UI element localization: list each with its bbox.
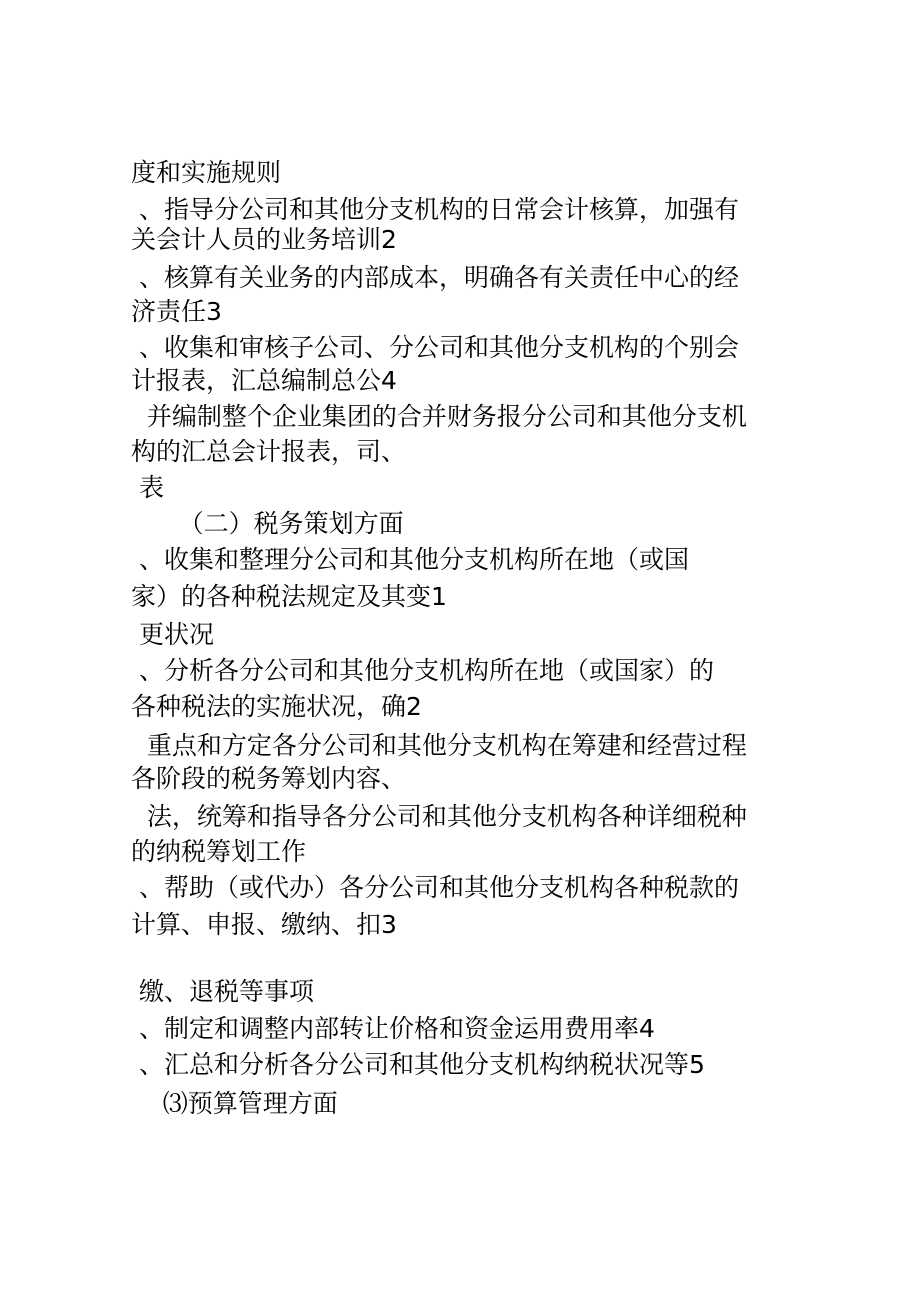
text-line-4: 、核算有关业务的内部成本，明确各有关责任中心的经 <box>131 263 739 292</box>
text-line-12: 、收集和整理分公司和其他分支机构所在地（或国 <box>131 545 689 574</box>
text-line-22: 计算、申报、缴纳、扣3 <box>131 910 397 939</box>
text-line-18: 各阶段的税务筹划内容、 <box>131 764 407 793</box>
text-line-25: 、汇总和分析各分公司和其他分支机构纳税状况等5 <box>131 1050 705 1079</box>
section-heading-tax-planning: （二）税务策划方面 <box>131 509 404 538</box>
text-line-13: 家）的各种税法规定及其变1 <box>131 582 447 611</box>
text-line-5: 济责任3 <box>131 297 222 326</box>
text-line-6: 、收集和审核子公司、分公司和其他分支机构的个别会 <box>131 333 739 362</box>
text-line-17: 重点和方定各分公司和其他分支机构在筹建和经营过程 <box>131 731 747 760</box>
section-heading-budget-management: ⑶预算管理方面 <box>131 1089 338 1118</box>
text-line-24: 、制定和调整内部转让价格和资金运用费用率4 <box>131 1014 655 1043</box>
text-line-8: 并编制整个企业集团的合并财务报分公司和其他分支机 <box>131 402 747 431</box>
text-line-14: 更状况 <box>131 620 214 649</box>
text-line-19: 法，统筹和指导各分公司和其他分支机构各种详细税种 <box>131 802 747 831</box>
text-line-10: 表 <box>131 473 164 502</box>
text-line-23: 缴、退税等事项 <box>131 977 314 1006</box>
text-line-2: 、指导分公司和其他分支机构的日常会计核算，加强有 <box>131 195 739 224</box>
text-line-7: 计报表，汇总编制总公4 <box>131 366 397 395</box>
text-line-20: 的纳税筹划工作 <box>131 837 307 866</box>
text-line-3: 关会计人员的业务培训2 <box>131 225 397 254</box>
text-line-15: 、分析各分公司和其他分支机构所在地（或国家）的 <box>131 656 714 685</box>
text-line-9: 构的汇总会计报表，司、 <box>131 437 407 466</box>
text-line-21: 、帮助（或代办）各分公司和其他分支机构各种税款的 <box>131 873 739 902</box>
text-line-1: 度和实施规则 <box>131 158 282 187</box>
text-line-16: 各种税法的实施状况，确2 <box>131 692 422 721</box>
